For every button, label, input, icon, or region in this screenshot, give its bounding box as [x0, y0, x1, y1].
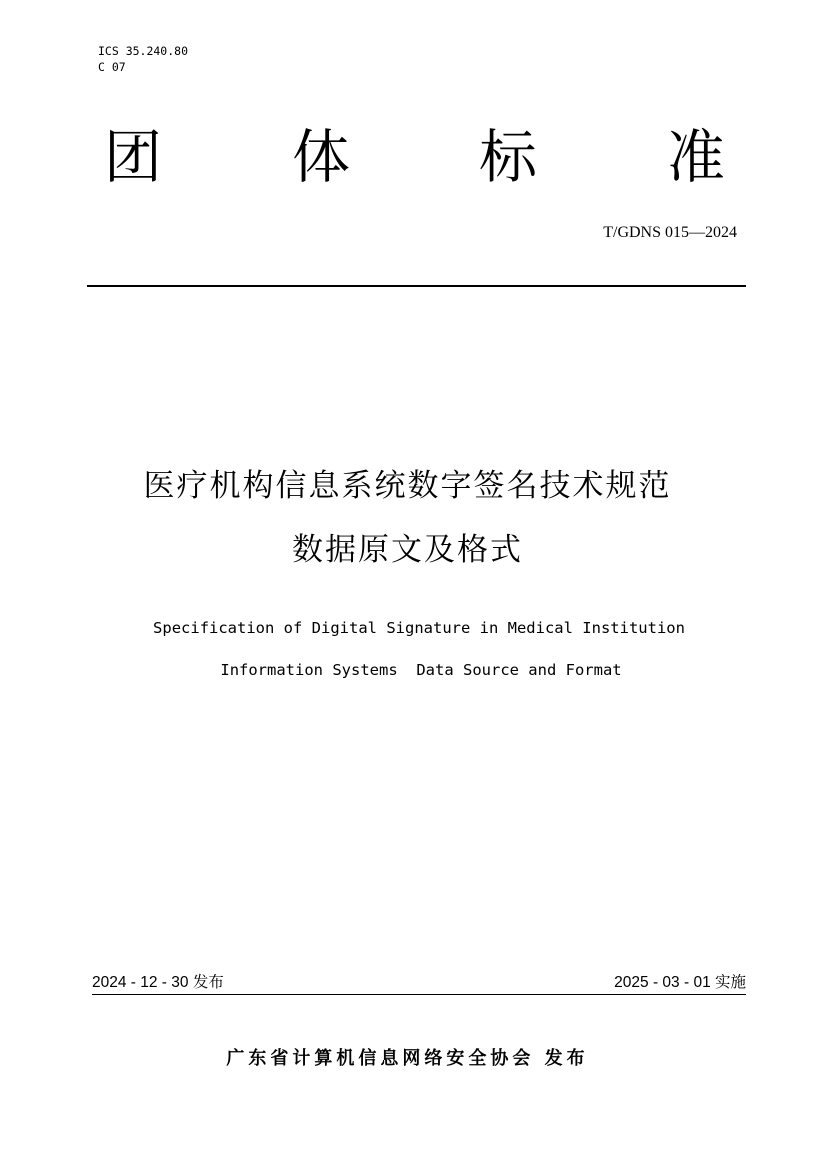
issue-date: 2024 - 12 - 30 发布 — [92, 974, 224, 991]
english-title-line-2: Information Systems Data Source and Format — [220, 661, 622, 679]
standard-type-char: 团 — [104, 123, 163, 191]
standard-type-char: 标 — [479, 123, 538, 191]
publisher: 广东省计算机信息网络安全协会 发布 — [226, 1048, 589, 1069]
standard-type-char: 准 — [667, 123, 726, 191]
standard-type-char: 体 — [292, 123, 351, 191]
standard-number: T/GDNS 015—2024 — [603, 224, 737, 241]
header-divider — [87, 285, 746, 287]
implementation-date: 2025 - 03 - 01 实施 — [614, 974, 746, 991]
date-row — [92, 972, 746, 995]
chinese-title-line-1: 医疗机构信息系统数字签名技术规范 — [143, 468, 672, 504]
standard-type-heading — [104, 122, 734, 192]
english-title-line-1: Specification of Digital Signature in Medical Institution — [153, 619, 685, 637]
chinese-title-line-2: 数据原文及格式 — [292, 532, 523, 568]
ics-code: ICS 35.240.80 — [98, 44, 189, 58]
classification-codes — [98, 43, 188, 75]
ccs-code: C 07 — [98, 60, 126, 74]
